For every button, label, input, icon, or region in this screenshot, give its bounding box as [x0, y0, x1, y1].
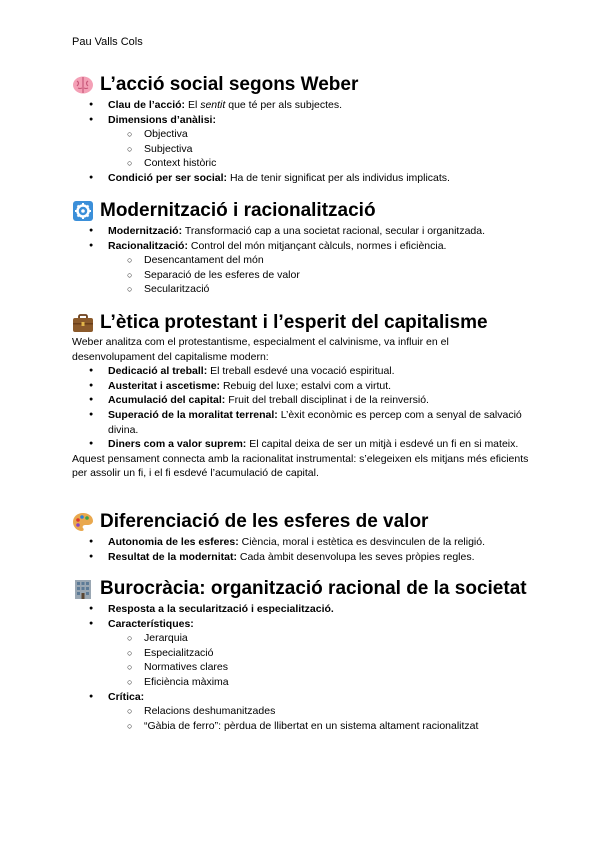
heading-text: L’acció social segons Weber [100, 74, 359, 95]
author-name: Pau Valls Cols [72, 36, 143, 48]
sub-list-item: ○ Desencantament del món [72, 253, 532, 268]
item-label: Modernització: [108, 225, 183, 237]
heading-text: Modernització i racionalització [100, 200, 376, 221]
list-item [72, 408, 532, 437]
list-item [72, 171, 532, 186]
item-text: Fruit del treball disciplinat i de la reinversió. [225, 394, 429, 407]
item-text: Control del món mitjançant càlculs, normes i eficiència. [187, 239, 447, 252]
list-item [72, 437, 532, 452]
heading-value-spheres [72, 511, 532, 533]
section-value-spheres [72, 511, 532, 564]
item-text: Rebuig del luxe; estalvi com a virtut. [220, 379, 392, 392]
item-text: Ha de tenir significat per als individus implicats. [227, 171, 450, 184]
brain-icon [72, 75, 94, 95]
section-protestant-ethic [72, 312, 532, 481]
item-label: Racionalització: [108, 239, 188, 252]
list-item [72, 379, 532, 394]
briefcase-icon [72, 313, 94, 333]
sub-list-item: ○ Objectiva [72, 127, 532, 142]
list-item [72, 364, 532, 379]
item-text: Transformació cap a una societat racional, secular i organitzada. [182, 225, 486, 237]
heading-modernization [72, 200, 532, 222]
list-item [72, 690, 532, 705]
gear-icon [72, 201, 94, 221]
item-label: Diners com a valor suprem: [108, 438, 247, 451]
item-text: El treball esdevé una vocació espiritual. [207, 365, 395, 378]
sub-list-item: ○ Relacions deshumanitzades [72, 704, 532, 719]
heading-social-action [72, 74, 532, 96]
list-item [72, 239, 532, 254]
list [72, 364, 532, 452]
section-modernization [72, 200, 532, 297]
sub-list-item: ○ Context històric [72, 156, 532, 171]
list [72, 98, 532, 186]
item-label: Superació de la moralitat terrenal: [108, 408, 278, 421]
item-emphasis: sentit [200, 99, 226, 111]
item-text: L’èxit econòmic es percep com a senyal de salvació divina. [108, 408, 522, 436]
sub-list-item: ○ Subjectiva [72, 142, 532, 157]
heading-text: L’ètica protestant i l’esperit del capitalisme [100, 312, 488, 333]
heading-bureaucracy [72, 578, 532, 600]
item-label: Resultat de la modernitat: [108, 550, 237, 563]
item-label: Dedicació al treball: [108, 365, 208, 378]
heading-protestant-ethic [72, 312, 532, 334]
list-item [72, 550, 532, 565]
list-item [72, 535, 532, 550]
sub-list-item: ○ Normatives clares [72, 660, 532, 675]
item-label: Característiques: [108, 617, 194, 630]
sub-list-item: ○ “Gàbia de ferro”: pèrdua de llibertat en un sistema altament racionalitzat [72, 719, 532, 734]
list-item [72, 393, 532, 408]
list [72, 535, 532, 564]
sub-list-item: ○ Eficiència màxima [72, 675, 532, 690]
section-social-action [72, 74, 532, 186]
item-label: Acumulació del capital: [108, 394, 226, 407]
sub-list-item: ○ Jerarquia [72, 631, 532, 646]
sub-list-item: ○ Secularització [72, 282, 532, 297]
item-label: Dimensions d’anàlisi: [108, 113, 216, 126]
list [72, 224, 532, 297]
list [72, 602, 532, 733]
list-item [72, 98, 532, 113]
item-label: Resposta a la secularització i especialització. [108, 603, 334, 615]
list-item [72, 113, 532, 128]
intro-paragraph: Weber analitza com el protestantisme, especialment el calvinisme, va influir en el desenvolupament del capitalisme modern: [72, 336, 449, 363]
item-text: Cada àmbit desenvolupa les seves pròpies regles. [236, 550, 475, 563]
heading-text: Burocràcia: organització racional de la societat [100, 578, 527, 599]
item-text: El capital deixa de ser un mitjà i esdevé un fi en si mateix. [246, 438, 519, 451]
item-label: Clau de l’acció: [108, 99, 186, 111]
item-text: Ciència, moral i estètica es desvinculen de la religió. [238, 536, 486, 548]
item-text: que té per als subjectes. [225, 99, 343, 111]
sub-list-item: ○ Separació de les esferes de valor [72, 268, 532, 283]
section-bureaucracy [72, 578, 532, 733]
outro-paragraph: Aquest pensament connecta amb la racionalitat instrumental: s’elegeixen els mitjans més eficients per assolir un fi, i el fi esdevé l’acumulació de capital. [72, 452, 529, 480]
item-label: Austeritat i ascetisme: [108, 379, 221, 392]
item-label: Crítica: [108, 690, 145, 703]
palette-icon [72, 512, 94, 532]
list-item [72, 617, 532, 632]
list-item [72, 224, 532, 239]
sub-list-item: ○ Especialització [72, 646, 532, 661]
item-text: El [185, 99, 201, 111]
item-label: Condició per ser social: [108, 171, 228, 184]
office-building-icon [72, 579, 94, 599]
list-item [72, 602, 532, 617]
heading-text: Diferenciació de les esferes de valor [100, 511, 429, 532]
item-label: Autonomia de les esferes: [108, 536, 239, 548]
